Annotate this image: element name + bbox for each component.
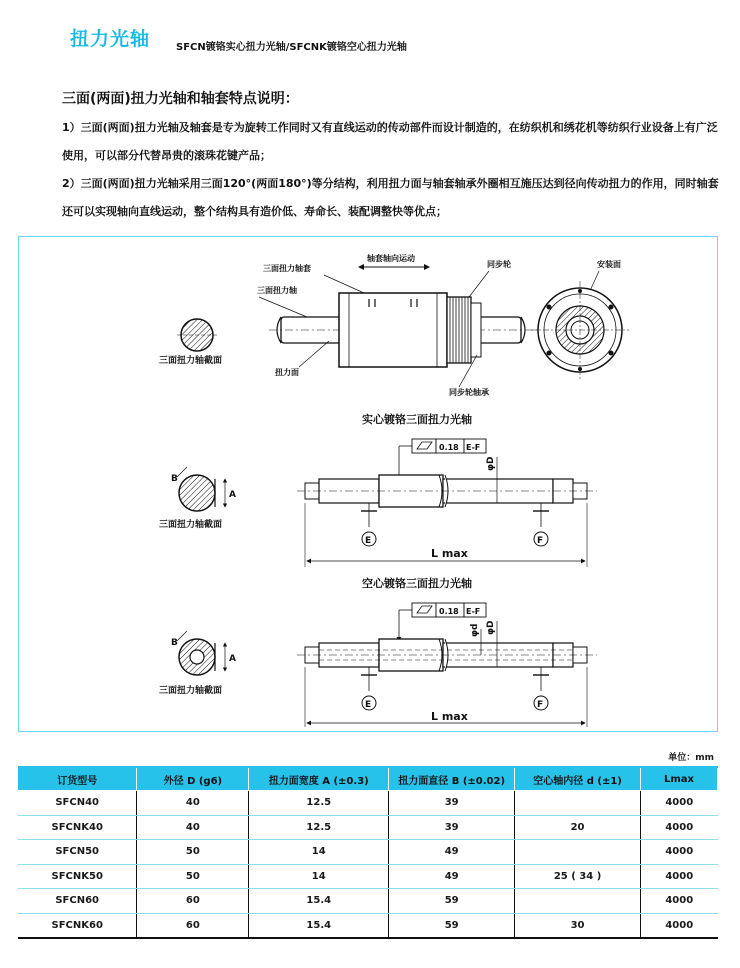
label-sync-wheel: 同步轮 (487, 260, 511, 269)
header-face-width: 扭力面宽度 A (±0.3) (249, 767, 389, 791)
solid-dim-D: φD (486, 456, 496, 471)
table-row (18, 864, 718, 889)
cell-face-diameter: 39 (389, 791, 515, 816)
table-row (18, 840, 718, 865)
solid-datum-F: F (537, 536, 544, 546)
solid-section-icon (177, 467, 225, 511)
solid-tolerance-ref: E-F (466, 443, 481, 452)
label-sleeve: 三面扭力轴套 (263, 264, 311, 273)
hollow-dim-B: B (171, 638, 178, 648)
cell-outer-diameter: 40 (137, 791, 249, 816)
table-row (18, 791, 718, 816)
solid-length-label: L max (431, 547, 468, 560)
label-sync-bearing: 同步轮轴承 (449, 388, 489, 397)
cell-outer-diameter: 50 (137, 864, 249, 889)
hollow-section-label: 三面扭力轴截面 (159, 686, 223, 696)
cell-outer-diameter: 40 (137, 815, 249, 840)
cell-face-diameter: 59 (389, 913, 515, 938)
header-lmax: Lmax (641, 767, 718, 791)
cell-face-width: 15.4 (249, 913, 389, 938)
hollow-datum-F: F (537, 700, 544, 710)
label-axial-motion: 轴套轴向运动 (367, 254, 415, 263)
cell-inner-diameter: 25 ( 34 ) (515, 864, 641, 889)
cell-outer-diameter: 60 (137, 913, 249, 938)
header-outer-diameter: 外径 D (g6) (137, 767, 249, 791)
cell-face-diameter: 59 (389, 889, 515, 914)
table-header-row (18, 767, 718, 791)
hollow-tolerance-value: 0.18 (439, 607, 459, 616)
cell-lmax: 4000 (641, 913, 718, 938)
hollow-length-label: L max (431, 710, 468, 723)
features-heading: 三面(两面)扭力光轴和轴套特点说明： (62, 91, 299, 107)
table-row (18, 913, 718, 938)
header-model: 订货型号 (18, 767, 137, 791)
cell-face-width: 14 (249, 864, 389, 889)
table-row (18, 889, 718, 914)
cell-model: SFCN40 (18, 791, 137, 816)
section-label-top: 三面扭力轴截面 (159, 356, 223, 366)
cell-outer-diameter: 60 (137, 889, 249, 914)
label-mount-face: 安装面 (597, 260, 621, 269)
cell-lmax: 4000 (641, 791, 718, 816)
cell-face-diameter: 49 (389, 840, 515, 865)
hollow-dim-D: φD (486, 620, 496, 635)
cell-face-diameter: 39 (389, 815, 515, 840)
hollow-dim-A: A (229, 654, 236, 664)
header-face-diameter: 扭力面直径 B (±0.02) (389, 767, 515, 791)
cell-model: SFCN60 (18, 889, 137, 914)
solid-datum-E: E (365, 536, 372, 546)
solid-dim-A: A (229, 490, 236, 500)
cell-inner-diameter (515, 791, 641, 816)
feature-paragraph-1: 1）三面(两面)扭力光轴及轴套是专为旋转工作同时又有直线运动的传动部件而设计制造的，在纺织机和绣花机等纺织行业设备上有广泛使用，可以部分代替昂贵的滚珠花键产品； (62, 121, 718, 162)
hollow-datum-E: E (365, 700, 372, 710)
solid-section-label: 三面扭力轴截面 (159, 520, 223, 530)
technical-drawing (19, 237, 719, 733)
cell-face-width: 15.4 (249, 889, 389, 914)
spec-table (18, 766, 718, 939)
technical-drawing-frame (18, 236, 718, 732)
cell-lmax: 4000 (641, 889, 718, 914)
cell-outer-diameter: 50 (137, 840, 249, 865)
cell-model: SFCNK60 (18, 913, 137, 938)
cell-inner-diameter: 30 (515, 913, 641, 938)
cell-model: SFCNK40 (18, 815, 137, 840)
cell-inner-diameter (515, 889, 641, 914)
hollow-tolerance-ref: E-F (466, 607, 481, 616)
label-torque-face: 扭力面 (275, 368, 299, 377)
solid-tolerance-value: 0.18 (439, 443, 459, 452)
cell-lmax: 4000 (641, 864, 718, 889)
hollow-dim-d: φd (470, 623, 480, 637)
table-row (18, 815, 718, 840)
cell-lmax: 4000 (641, 840, 718, 865)
cell-face-width: 12.5 (249, 791, 389, 816)
cell-lmax: 4000 (641, 815, 718, 840)
header-inner-diameter: 空心轴内径 d (±1) (515, 767, 641, 791)
hollow-shaft-title: 空心镀铬三面扭力光轴 (362, 577, 472, 590)
page-subtitle: SFCN镀铬实心扭力光轴/SFCNK镀铬空心扭力光轴 (176, 42, 407, 53)
feature-paragraph-2: 2）三面(两面)扭力光轴采用三面120°(两面180°)等分结构，利用扭力面与轴套轴承外圈相互施压达到径向传动扭力的作用，同时轴套还可以实现轴向直线运动，整个结构具有造价低、寿命长、装配调整快等优点； (62, 177, 719, 218)
end-view-drawing (531, 281, 629, 379)
solid-dim-B: B (171, 474, 178, 484)
section-icon-top (177, 319, 217, 351)
cell-inner-diameter: 20 (515, 815, 641, 840)
cell-face-width: 12.5 (249, 815, 389, 840)
cell-face-diameter: 49 (389, 864, 515, 889)
hollow-section-icon (177, 631, 225, 675)
cell-model: SFCN50 (18, 840, 137, 865)
page-title: 扭力光轴 (70, 28, 151, 50)
cell-inner-diameter (515, 840, 641, 865)
unit-label: 单位：mm (668, 753, 714, 763)
cell-model: SFCNK50 (18, 864, 137, 889)
solid-shaft-title: 实心镀铬三面扭力光轴 (362, 413, 472, 426)
label-shaft: 三面扭力轴 (257, 286, 297, 295)
cell-face-width: 14 (249, 840, 389, 865)
